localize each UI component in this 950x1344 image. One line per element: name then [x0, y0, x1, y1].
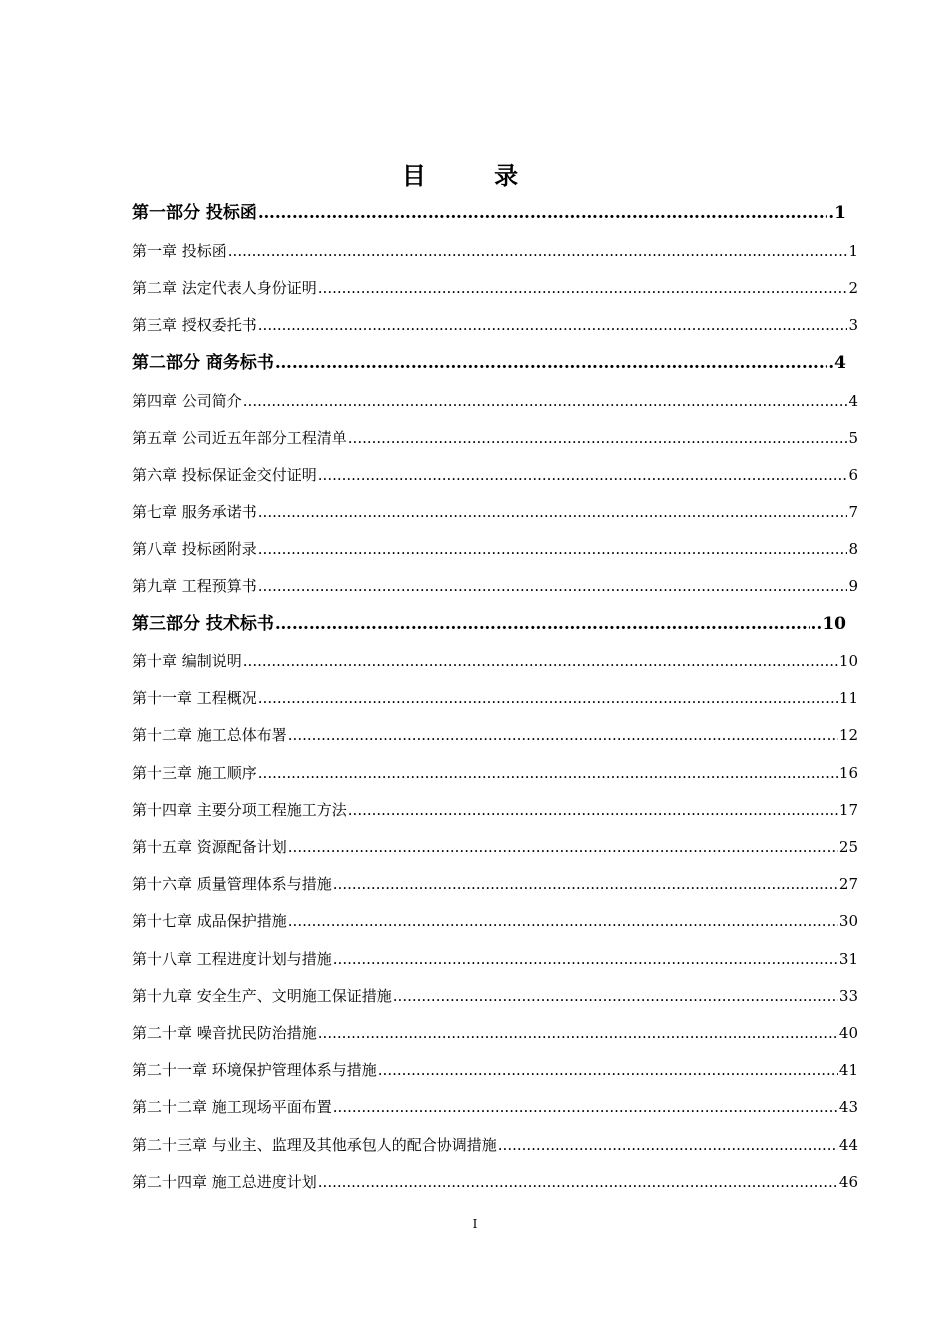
- toc-entry-label: 第十八章 工程进度计划与措施: [132, 950, 332, 968]
- toc-chapter-entry[interactable]: [132, 985, 858, 1007]
- toc-entry-label: 第十章 编制说明: [132, 652, 242, 670]
- toc-entry-label: 第五章 公司近五年部分工程清单: [132, 429, 347, 447]
- toc-entry-label: 第十二章 施工总体布署: [132, 726, 287, 744]
- toc-leader-dots: [258, 538, 848, 560]
- toc-entry-page: 7: [848, 503, 858, 521]
- toc-chapter-entry[interactable]: [132, 910, 858, 932]
- toc-entry-label: 第一章 投标函: [132, 242, 227, 260]
- toc-entry-page: 46: [838, 1173, 858, 1191]
- toc-leader-dots: [333, 873, 838, 895]
- toc-chapter-entry[interactable]: [132, 538, 858, 560]
- toc-entry-page: .1: [828, 203, 846, 223]
- toc-entry-label: 第四章 公司简介: [132, 392, 242, 410]
- toc-entry-page: 8: [848, 540, 858, 558]
- toc-leader-dots: [348, 427, 848, 449]
- toc-leader-dots: [498, 1134, 838, 1156]
- toc-chapter-entry[interactable]: [132, 1096, 858, 1118]
- toc-leader-dots: [288, 724, 838, 746]
- toc-leader-dots: [393, 985, 838, 1007]
- toc-entry-label: 第二十二章 施工现场平面布置: [132, 1098, 332, 1116]
- toc-entry-label: 第二十章 噪音扰民防治措施: [132, 1024, 317, 1042]
- toc-leader-dots: [258, 687, 838, 709]
- toc-leader-dots: [275, 352, 827, 374]
- toc-entry-label: 第二十四章 施工总进度计划: [132, 1173, 317, 1191]
- toc-entry-page: 30: [838, 912, 858, 930]
- toc-entry-label: 第一部分 投标函: [132, 203, 257, 223]
- toc-entry-page: 5: [848, 429, 858, 447]
- toc-leader-dots: [258, 202, 827, 224]
- toc-entry-page: 25: [838, 838, 858, 856]
- toc-leader-dots: [348, 799, 838, 821]
- toc-entry-page: 12: [838, 726, 858, 744]
- toc-entry-label: 第三章 授权委托书: [132, 316, 257, 334]
- toc-leader-dots: [258, 501, 848, 523]
- toc-leader-dots: [378, 1059, 838, 1081]
- toc-leader-dots: [318, 1022, 838, 1044]
- toc-part-entry[interactable]: [132, 352, 846, 374]
- toc-leader-dots: [243, 390, 848, 412]
- toc-chapter-entry[interactable]: [132, 650, 858, 672]
- toc-leader-dots: [258, 762, 838, 784]
- toc-entry-page: .4: [828, 353, 846, 373]
- toc-entry-page: 4: [848, 392, 858, 410]
- toc-leader-dots: [318, 464, 848, 486]
- toc-chapter-entry[interactable]: [132, 314, 858, 336]
- toc-entry-label: 第十三章 施工顺序: [132, 764, 257, 782]
- toc-entry-page: 11: [838, 689, 858, 707]
- toc-leader-dots: [318, 1171, 838, 1193]
- toc-leader-dots: [228, 240, 848, 262]
- toc-chapter-entry[interactable]: [132, 873, 858, 895]
- toc-leader-dots: [275, 613, 810, 635]
- toc-entry-label: 第十五章 资源配备计划: [132, 838, 287, 856]
- toc-chapter-entry[interactable]: [132, 1059, 858, 1081]
- toc-entry-page: 10: [838, 652, 858, 670]
- toc-chapter-entry[interactable]: [132, 836, 858, 858]
- toc-entry-label: 第九章 工程预算书: [132, 577, 257, 595]
- toc-entry-page: 43: [838, 1098, 858, 1116]
- toc-entry-label: 第二章 法定代表人身份证明: [132, 279, 317, 297]
- toc-chapter-entry[interactable]: [132, 277, 858, 299]
- toc-part-entry[interactable]: [132, 613, 846, 635]
- toc-leader-dots: [258, 575, 848, 597]
- toc-leader-dots: [333, 1096, 838, 1118]
- toc-entry-page: 2: [848, 279, 858, 297]
- toc-entry-page: 1: [848, 242, 858, 260]
- toc-entry-label: 第二十三章 与业主、监理及其他承包人的配合协调措施: [132, 1136, 497, 1154]
- toc-entry-page: 27: [838, 875, 858, 893]
- toc-entry-page: ..10: [810, 614, 846, 634]
- toc-entry-page: 6: [848, 466, 858, 484]
- toc-chapter-entry[interactable]: [132, 948, 858, 970]
- toc-entry-page: 31: [838, 950, 858, 968]
- toc-chapter-entry[interactable]: [132, 501, 858, 523]
- toc-entry-page: 9: [848, 577, 858, 595]
- toc-entry-label: 第三部分 技术标书: [132, 614, 274, 634]
- toc-chapter-entry[interactable]: [132, 687, 858, 709]
- toc-entry-label: 第二十一章 环境保护管理体系与措施: [132, 1061, 377, 1079]
- toc-entry-label: 第十一章 工程概况: [132, 689, 257, 707]
- toc-chapter-entry[interactable]: [132, 427, 858, 449]
- toc-entry-page: 41: [838, 1061, 858, 1079]
- toc-entry-page: 44: [838, 1136, 858, 1154]
- toc-leader-dots: [258, 314, 848, 336]
- toc-leader-dots: [288, 910, 838, 932]
- toc-title: 目 录: [401, 161, 549, 190]
- toc-entry-label: 第十七章 成品保护措施: [132, 912, 287, 930]
- toc-entry-page: 16: [838, 764, 858, 782]
- page-number: I: [472, 1217, 478, 1231]
- toc-entry-label: 第十九章 安全生产、文明施工保证措施: [132, 987, 392, 1005]
- toc-chapter-entry[interactable]: [132, 762, 858, 784]
- toc-leader-dots: [288, 836, 838, 858]
- toc-leader-dots: [243, 650, 838, 672]
- toc-entry-label: 第二部分 商务标书: [132, 353, 274, 373]
- toc-entry-page: 40: [838, 1024, 858, 1042]
- toc-entry-label: 第七章 服务承诺书: [132, 503, 257, 521]
- toc-chapter-entry[interactable]: [132, 799, 858, 821]
- toc-chapter-entry[interactable]: [132, 390, 858, 412]
- toc-entry-label: 第十四章 主要分项工程施工方法: [132, 801, 347, 819]
- toc-leader-dots: [318, 277, 848, 299]
- toc-entry-label: 第六章 投标保证金交付证明: [132, 466, 317, 484]
- toc-chapter-entry[interactable]: [132, 724, 858, 746]
- toc-part-entry[interactable]: [132, 202, 846, 224]
- toc-chapter-entry[interactable]: [132, 464, 858, 486]
- toc-chapter-entry[interactable]: [132, 1022, 858, 1044]
- toc-chapter-entry[interactable]: [132, 1171, 858, 1193]
- toc-leader-dots: [333, 948, 838, 970]
- toc-chapter-entry[interactable]: [132, 575, 858, 597]
- toc-entry-page: 33: [838, 987, 858, 1005]
- toc-chapter-entry[interactable]: [132, 1134, 858, 1156]
- toc-chapter-entry[interactable]: [132, 240, 858, 262]
- toc-entry-page: 17: [838, 801, 858, 819]
- toc-entry-label: 第八章 投标函附录: [132, 540, 257, 558]
- toc-entry-page: 3: [848, 316, 858, 334]
- toc-entry-label: 第十六章 质量管理体系与措施: [132, 875, 332, 893]
